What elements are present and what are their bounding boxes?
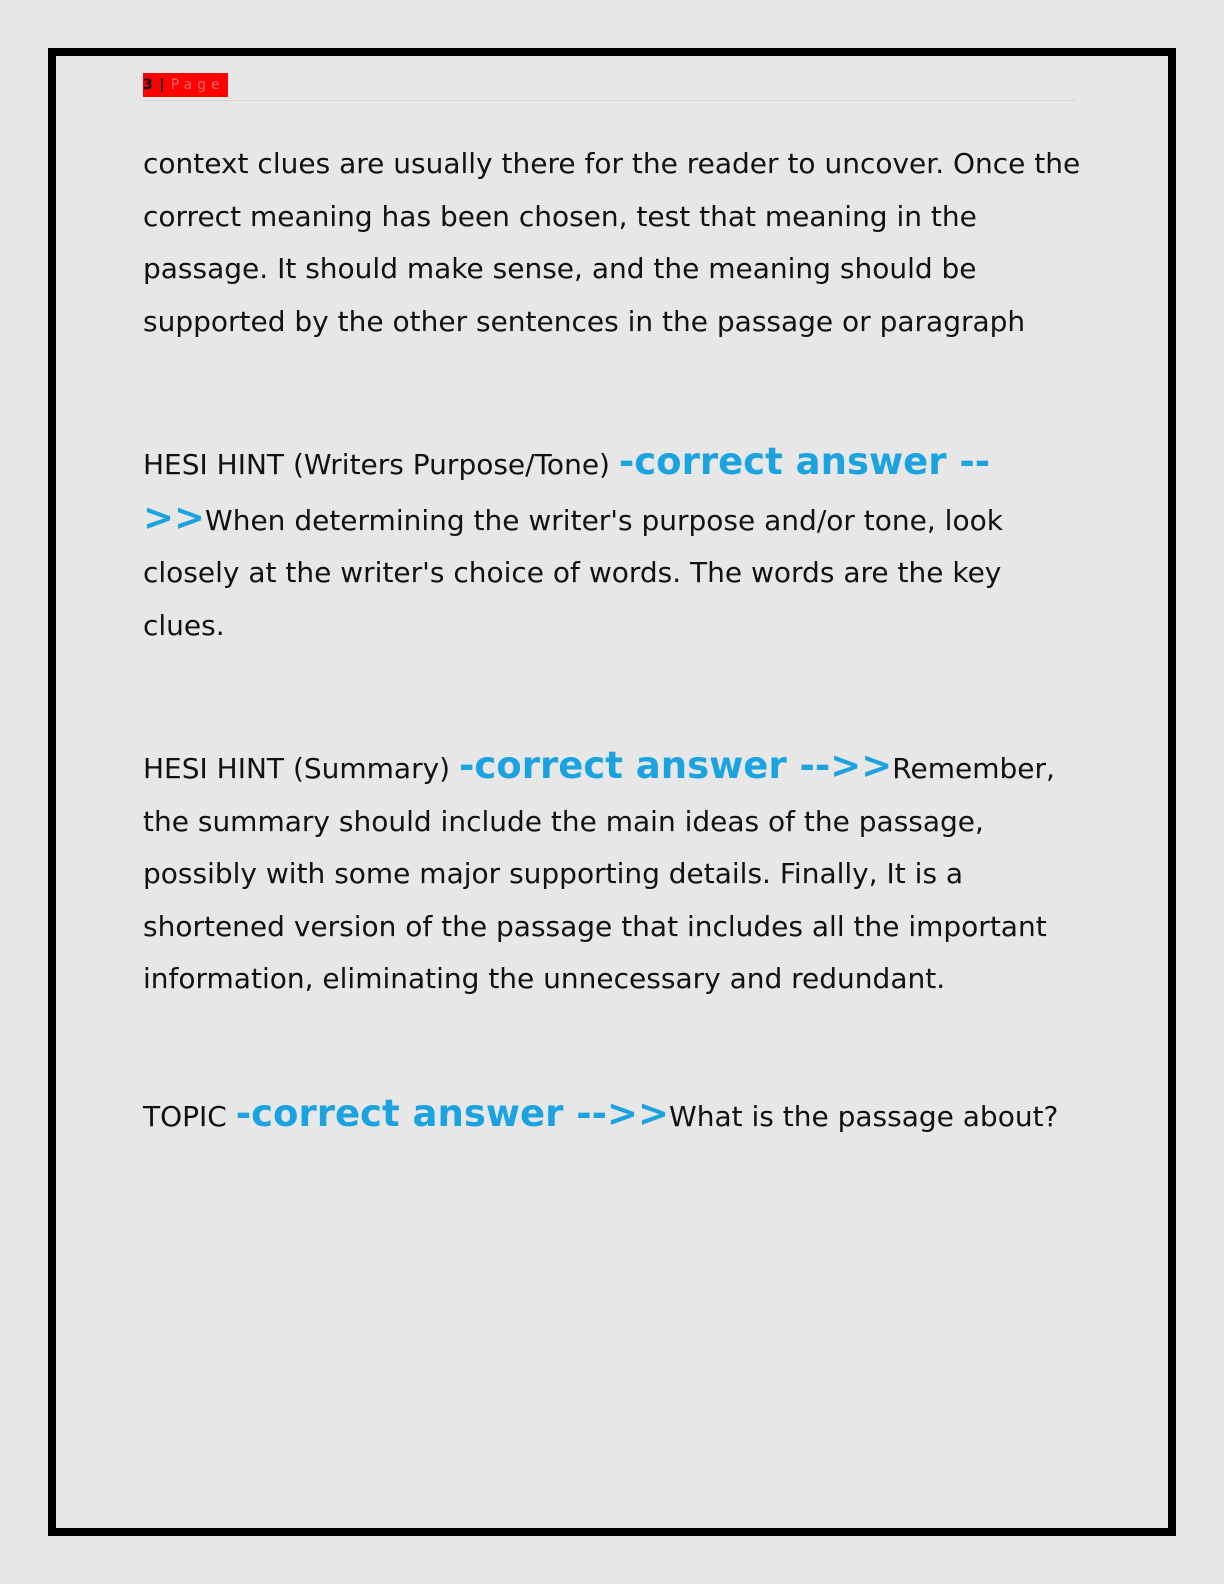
hint-summary-question: HESI HINT (Summary) bbox=[143, 752, 459, 785]
hint-summary-answer-marker: -correct answer -->> bbox=[459, 744, 893, 787]
hint-purpose-answer: When determining the writer's purpose and/or tone, look closely at the writer's choice of words. The words are the key clues. bbox=[143, 503, 1003, 642]
paragraph-spacer bbox=[143, 652, 1083, 740]
intro-paragraph: context clues are usually there for the reader to uncover. Once the correct meaning has been chosen, test that meaning in the passage. It should make sense, and the meaning should be supported by the other sentences in the passage or paragraph bbox=[143, 147, 1081, 338]
paragraph-spacer bbox=[143, 1006, 1083, 1088]
topic-answer: What is the passage about? bbox=[669, 1099, 1059, 1133]
paragraph-spacer bbox=[143, 348, 1083, 436]
page-number-badge bbox=[143, 73, 228, 97]
topic-answer-marker: -correct answer -->> bbox=[235, 1091, 670, 1135]
hint-summary-answer: Remember, the summary should include the main ideas of the passage, possibly with some major supporting details. Finally, It is a shortened version of the passage that includes all the important information, eliminating the unnecessary and redundant. bbox=[143, 752, 1055, 995]
hint-purpose-question: HESI HINT (Writers Purpose/Tone) bbox=[143, 448, 619, 481]
page-separator: | bbox=[159, 77, 165, 93]
topic-paragraph bbox=[143, 1088, 1083, 1144]
topic-question: TOPIC bbox=[143, 1099, 236, 1133]
document-body bbox=[143, 138, 1083, 1143]
page-label: Page bbox=[170, 77, 225, 93]
page-number: 3 bbox=[143, 77, 153, 93]
hint-summary-paragraph bbox=[143, 740, 1083, 1006]
hint-purpose-answer-marker: -correct answer -->> bbox=[143, 440, 991, 539]
page-header bbox=[143, 73, 1076, 101]
hint-purpose-paragraph bbox=[143, 436, 1083, 652]
